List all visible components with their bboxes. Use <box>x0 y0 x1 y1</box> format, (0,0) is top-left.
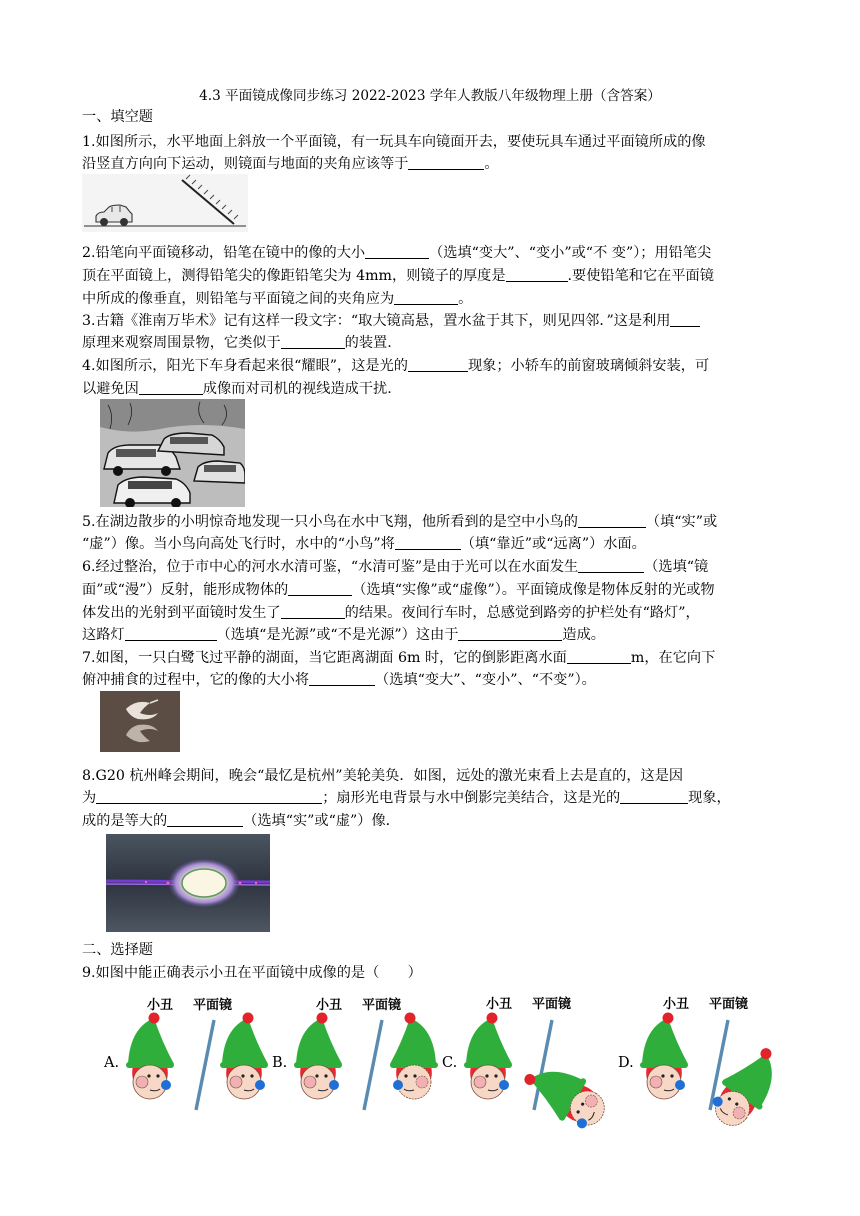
answer-blank[interactable] <box>578 557 644 573</box>
clown-label: 小丑 <box>316 998 343 1013</box>
egret-reflection-figure <box>100 691 180 752</box>
answer-blank[interactable] <box>394 289 458 305</box>
car-icon <box>114 477 190 507</box>
option-c-figure <box>464 1013 614 1131</box>
question-1-line-1: 1.如图所示，水平地面上斜放一个平面镜，有一玩具车向镜面开去，要使玩具车通过平面镜所成的像 <box>82 134 706 150</box>
answer-blank[interactable] <box>281 333 345 349</box>
question-8-line-1: 8.G20 杭州峰会期间，晚会“最忆是杭州”美轮美奂．如图，远处的激光束看上去是直的，这是因 <box>82 768 684 784</box>
question-7-line-2: 俯冲捕食的过程中，它的像的大小将 （选填“变大”、“变小”、“不变”）。 <box>82 672 596 688</box>
option-b-figure <box>294 1013 438 1111</box>
answer-blank[interactable] <box>620 788 688 804</box>
answer-blank[interactable] <box>458 625 562 641</box>
option-b-label[interactable]: B. <box>272 1055 288 1071</box>
clown-label: 小丑 <box>663 997 690 1012</box>
clown-label: 小丑 <box>486 997 513 1012</box>
mirror-icon <box>196 1020 214 1110</box>
parked-cars-figure <box>100 399 245 507</box>
answer-blank[interactable] <box>288 580 352 596</box>
toy-car-mirror-figure <box>82 174 248 232</box>
question-3-line-1: 3.古籍《淮南万毕术》记有这样一段文字：“取大镜高悬，置水盆于其下，则见四邻．”这是利用 <box>82 311 700 331</box>
clown-icon <box>126 1013 174 1100</box>
car-icon <box>194 461 245 483</box>
question-3-line-2: 原理来观察周围景物，它类似于 的装置. <box>82 335 392 351</box>
clown-icon <box>640 1013 688 1100</box>
laser-show-figure <box>106 834 270 932</box>
mirror-label: 平面镜 <box>532 997 572 1012</box>
question-6-line-3: 体发出的光射到平面镜时发生了 的结果。夜间行车时，总感觉到路旁的护栏处有“路灯”， <box>82 605 700 621</box>
question-6-line-4: 这路灯 （选填“是光源”或“不是光源”）这由于 造成。 <box>82 627 605 643</box>
answer-blank[interactable] <box>670 311 700 327</box>
car-icon <box>158 433 224 455</box>
clown-image-icon <box>515 1052 614 1130</box>
option-a-label[interactable]: A. <box>104 1055 120 1071</box>
answer-blank[interactable] <box>506 266 568 282</box>
section-fill-in-heading: 一、填空题 <box>82 109 153 125</box>
question-4-line-2: 以避免因 成像而对司机的视线造成干扰. <box>82 381 392 397</box>
option-d-figure <box>640 1013 782 1131</box>
clown-label: 小丑 <box>147 998 174 1013</box>
answer-blank[interactable] <box>578 512 646 528</box>
clown-icon <box>464 1013 512 1100</box>
option-c-label[interactable]: C. <box>442 1055 458 1071</box>
question-5-line-1: 5.在湖边散步的小明惊奇地发现一只小鸟在水中飞翔，他所看到的是空中小鸟的 （填“实”或 <box>82 514 718 530</box>
answer-blank[interactable] <box>365 243 429 259</box>
answer-blank[interactable] <box>408 154 484 170</box>
question-9-text: 9.如图中能正确表示小丑在平面镜中成像的是（ ） <box>82 965 422 981</box>
answer-blank[interactable] <box>96 788 322 804</box>
option-d-label[interactable]: D. <box>618 1055 634 1071</box>
question-8-line-2: 为 ；扇形光电背景与水中倒影完美结合，这是光的 现象， <box>82 790 731 806</box>
question-2-line-2: 顶在平面镜上，测得铅笔尖的像距铅笔尖为 4mm，则镜子的厚度是 .要使铅笔和它在平面镜 <box>82 268 714 284</box>
page-title: 4.3 平面镜成像同步练习 2022-2023 学年人教版八年级物理上册（含答案） <box>199 88 661 104</box>
question-8-line-3: 成的是等大的 （选填“实”或“虚”）像． <box>82 813 400 829</box>
answer-blank[interactable] <box>167 811 243 827</box>
mirror-label: 平面镜 <box>362 998 402 1013</box>
question-2-line-3: 中所成的像垂直，则铅笔与平面镜之间的夹角应为 。 <box>82 291 473 307</box>
answer-blank[interactable] <box>567 648 631 664</box>
question-1-line-2: 沿竖直方向向下运动，则镜面与地面的夹角应该等于 。 <box>82 156 499 172</box>
clown-image-icon <box>390 1013 438 1100</box>
answer-blank[interactable] <box>281 603 345 619</box>
option-a-figure <box>126 1013 268 1111</box>
question-5-line-2: “虚”）像。当小鸟向高处飞行时，水中的“小鸟”将 （填“靠近”或“远离”）水面。 <box>82 536 646 552</box>
question-6-line-2: 面”或“漫”）反射，能形成物体的 （选填“实像”或“虚像”）。平面镜成像是物体反射的光或物 <box>82 582 715 598</box>
answer-blank[interactable] <box>139 379 203 395</box>
question-6-line-1: 6.经过整治，位于市中心的河水水清可鉴，“水清可鉴”是由于光可以在水面发生 （选填“镜 <box>82 559 709 575</box>
mirror-label: 平面镜 <box>193 998 233 1013</box>
section-choice-heading: 二、选择题 <box>82 942 153 958</box>
question-7-line-1: 7.如图，一只白鹭飞过平静的湖面，当它距离湖面 6m 时，它的倒影距离水面 m，在它向下 <box>82 650 716 666</box>
clown-icon <box>294 1013 342 1100</box>
answer-blank[interactable] <box>395 534 461 550</box>
question-4-line-1: 4.如图所示，阳光下车身看起来很“耀眼”，这是光的 现象；小轿车的前窗玻璃倾斜安装，可 <box>82 358 710 374</box>
answer-blank[interactable] <box>125 625 217 641</box>
mirror-icon <box>364 1020 382 1110</box>
clown-image-icon <box>220 1013 268 1100</box>
question-2-line-1: 2.铅笔向平面镜移动，铅笔在镜中的像的大小 （选填“变大”、“变小”或“不 变”）；用铅笔尖 <box>82 245 712 261</box>
mirror-label: 平面镜 <box>709 997 749 1012</box>
clown-mirror-options-figure <box>122 1012 782 1130</box>
answer-blank[interactable] <box>408 356 468 372</box>
answer-blank[interactable] <box>309 670 375 686</box>
